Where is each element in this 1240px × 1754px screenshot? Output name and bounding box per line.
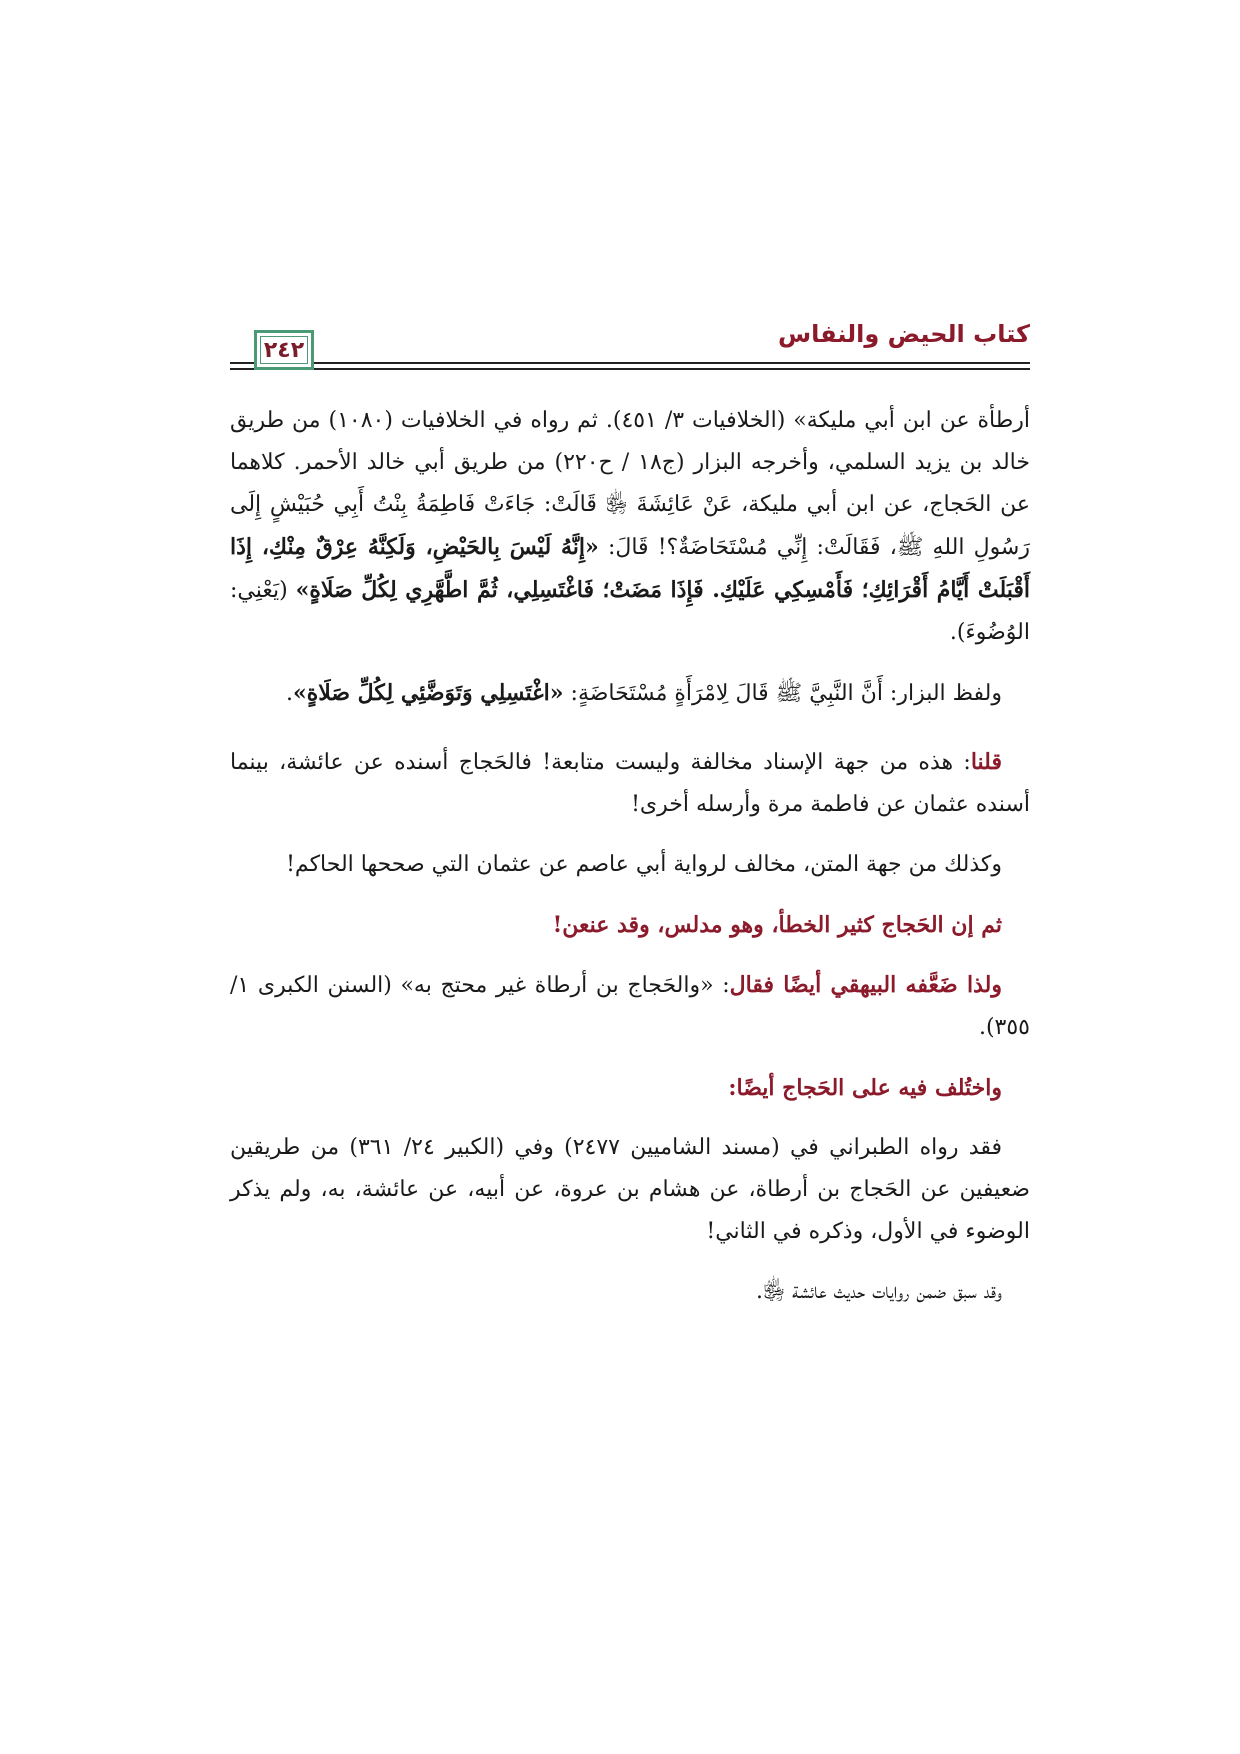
page-number: ٢٤٢ [263, 337, 305, 363]
header-rule-left-2 [230, 368, 254, 370]
p2-hadith: «اغْتَسِلِي وَتَوَضَّئِي لِكُلِّ صَلَاةٍ» [292, 680, 564, 706]
paragraph-1 [230, 400, 1030, 654]
p1-text-b: (يَعْنِي: الوُضُوءَ). [230, 578, 1030, 645]
paragraph-7 [230, 1127, 1030, 1253]
p1-text-a: أرطأة عن ابن أبي مليكة» (الخلافيات ٣/ ٤٥١). ثم رواه في الخلافيات (١٠٨٠) من طريق خالد بن يزيد السلمي، وأخرجه البزار (ج١٨ / ح٢٢٠) من طريق أبي خالد الأحمر. كلاهما عن الحَجاج، عن ابن أبي مليكة، عَنْ عَائِشَةَ ﵂ قَالَتْ: جَاءَتْ فَاطِمَةُ بِنْتُ أَبِي حُبَيْشٍ إِلَى رَسُولِ اللهِ ﷺ، فَقَالَتْ: إِنِّي مُسْتَحَاضَةٌ؟! قَالَ: [230, 408, 1030, 560]
header-rule-1 [314, 362, 1030, 364]
spacer [230, 733, 1030, 741]
p7-text: فقد رواه الطبراني في (مسند الشاميين ٢٤٧٧) وفي (الكبير ٢٤/ ٣٦١) من طريقين ضعيفين عن الحَجاج بن أرطاة، عن هشام بن عروة، عن أبيه، عن عائشة، به، ولم يذكر الوضوء في الأول، وذكره في الثاني! [230, 1135, 1030, 1244]
header-rule-left-1 [230, 362, 254, 364]
section-heading [230, 1067, 1030, 1109]
p6-text: : «والحَجاج بن أرطاة غير محتج به» (السنن الكبرى ١/ ٣٥٥). [230, 973, 1030, 1040]
p5-text: ثم إن الحَجاج كثير الخطأ، وهو مدلس، وقد عنعن! [552, 912, 1002, 938]
p1-hadith: «إِنَّهُ لَيْسَ بِالحَيْضِ، وَلَكِنَّهُ عِرْقٌ مِنْكِ، إِذَا أَقْبَلَتْ أَيَّامُ أَقْرَائِكِ؛ فَأَمْسِكِي عَلَيْكِ. فَإِذَا مَضَتْ؛ فَاغْتَسِلِي، ثُمَّ اطَّهَّرِي لِكُلِّ صَلَاةٍ» [230, 534, 1030, 603]
paragraph-3 [230, 741, 1030, 826]
p8-text: وقد سبق ضمن روايات حديث عائشة ﵂. [755, 1279, 1002, 1304]
paragraph-4 [230, 844, 1030, 886]
page-header [230, 310, 1030, 370]
p2-text-b: . [285, 681, 293, 706]
paragraph-8 [230, 1271, 1030, 1313]
paragraph-5 [230, 904, 1030, 946]
book-title: كتاب الحيض والنفاس [777, 320, 1030, 348]
page-body [230, 400, 1030, 1331]
p2-text-a: ولفظ البزار: أَنَّ النَّبِيَّ ﷺ قَالَ لِامْرَأَةٍ مُسْتَحَاضَةٍ: [563, 681, 1002, 706]
paragraph-6 [230, 964, 1030, 1049]
p6-label: ولذا ضَعَّفه البيهقي أيضًا فقال [729, 972, 1003, 998]
p3-label: قلنا [970, 749, 1002, 775]
p4-text: وكذلك من جهة المتن، مخالف لرواية أبي عاصم عن عثمان التي صححها الحاكم! [286, 852, 1002, 877]
p3-text: : هذه من جهة الإسناد مخالفة وليست متابعة! فالحَجاج أسنده عن عائشة، بينما أسنده عثمان عن فاطمة مرة وأرسله أخرى! [230, 750, 1030, 817]
header-rule-2 [314, 368, 1030, 370]
heading-text: واختُلف فيه على الحَجاج أيضًا: [728, 1075, 1002, 1101]
paragraph-2 [230, 672, 1030, 715]
page-number-frame [254, 330, 314, 370]
